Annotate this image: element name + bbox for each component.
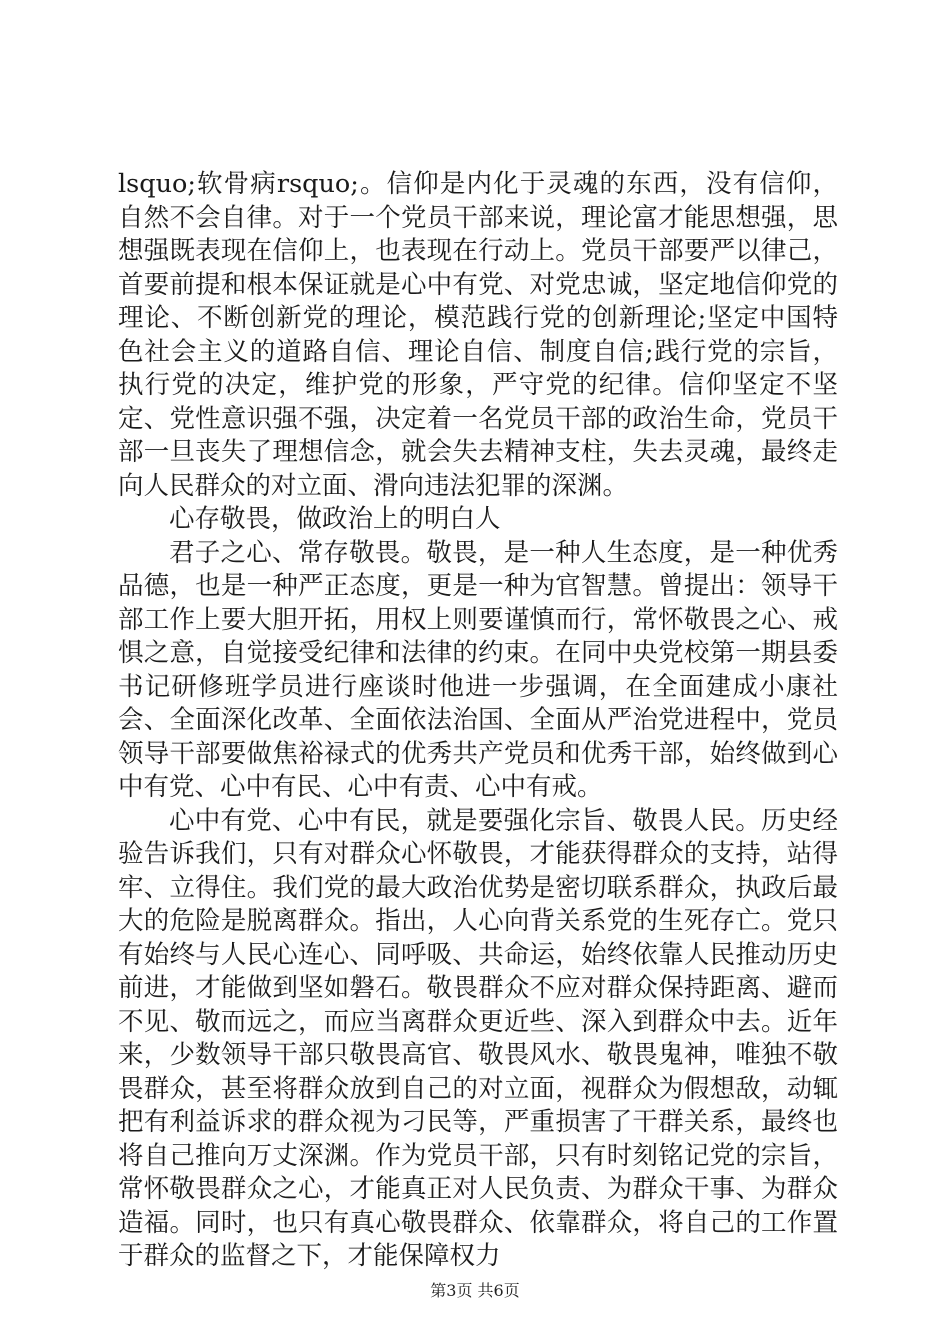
document-body [118, 168, 838, 1274]
page-footer: 第3页 共6页 [430, 1281, 520, 1300]
paragraph: 心中有党、心中有民，就是要强化宗旨、敬畏人民。历史经验告诉我们，只有对群众心怀敬畏，才能获得群众的支持，站得牢、立得住。我们党的最大政治优势是密切联系群众，执政后最大的危险是脱离群众。指出，人心向背关系党的生死存亡。党只有始终与人民心连心、同呼吸、共命运，始终依靠人民推动历史前进，才能做到坚如磐石。敬畏群众不应对群众保持距离、避而不见、敬而远之，而应当离群众更近些、深入到群众中去。近年来，少数领导干部只敬畏高官、敬畏风水、敬畏鬼神，唯独不敬畏群众，甚至将群众放到自己的对立面，视群众为假想敌，动辄把有利益诉求的群众视为刁民等，严重损害了干群关系，最终也将自己推向万丈深渊。作为党员干部，只有时刻铭记党的宗旨，常怀敬畏群众之心，才能真正对人民负责、为群众干事、为群众造福。同时，也只有真心敬畏群众、依靠群众，将自己的工作置于群众的监督之下，才能保障权力 [118, 805, 838, 1271]
section-heading: 心存敬畏，做政治上的明白人 [169, 504, 501, 534]
paragraph: 君子之心、常存敬畏。敬畏，是一种人生态度，是一种优秀品德，也是一种严正态度，更是一种为官智慧。曾提出：领导干部工作上要大胆开拓，用权上则要谨慎而行，常怀敬畏之心、戒惧之意，自觉接受纪律和法律的约束。在同中央党校第一期县委书记研修班学员进行座谈时他进一步强调，在全面建成小康社会、全面深化改革、全面依法治国、全面从严治党进程中，党员领导干部要做焦裕禄式的优秀共产党员和优秀干部，始终做到心中有党、心中有民、心中有责、心中有戒。 [118, 537, 838, 802]
paragraph-continuation: lsquo;软骨病rsquo;。信仰是内化于灵魂的东西，没有信仰，自然不会自律。对于一个党员干部来说，理论富才能思想强，思想强既表现在信仰上，也表现在行动上。党员干部要严以律己，首要前提和根本保证就是心中有党、对党忠诚，坚定地信仰党的理论、不断创新党的理论，模范践行党的创新理论;坚定中国特色社会主义的道路自信、理论自信、制度自信;践行党的宗旨，执行党的决定，维护党的形象，严守党的纪律。信仰坚定不坚定、党性意识强不强，决定着一名党员干部的政治生命，党员干部一旦丧失了理想信念，就会失去精神支柱，失去灵魂，最终走向人民群众的对立面、滑向违法犯罪的深渊。 [118, 169, 838, 501]
